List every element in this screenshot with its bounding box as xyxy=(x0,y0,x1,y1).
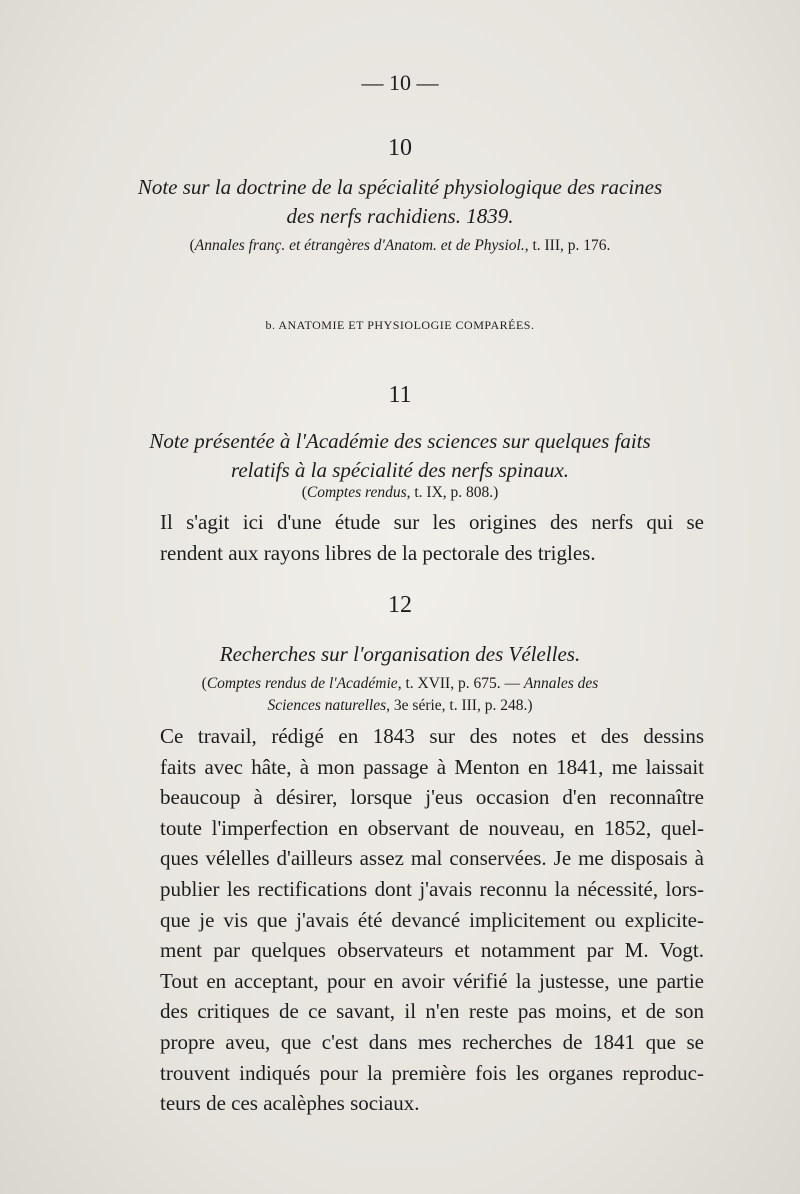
entry-11-body xyxy=(160,507,704,568)
entry-11-body-line: rendent aux rayons libres de la pectorale des trigles. xyxy=(160,540,596,565)
entry-12-ref-mid: , t. XVII, p. 675. — xyxy=(397,675,524,692)
entry-12-ref-rest: , 3e série, t. III, p. 248.) xyxy=(386,697,533,714)
entry-11-title-line-1: Note présentée à l'Académie des sciences sur quelques faits xyxy=(149,429,651,453)
entry-12-ref-journal-3: Sciences naturelles xyxy=(267,697,387,714)
entry-11-ref-journal: Comptes rendus xyxy=(306,484,407,501)
entry-12-body-line: Tout en acceptant, pour en avoir vérifié la justesse, une partie xyxy=(160,968,704,993)
entry-11-number: 11 xyxy=(388,382,412,408)
entry-12-ref-line-1 xyxy=(0,673,800,695)
entry-10-ref-rest: , t. III, p. 176. xyxy=(524,237,611,254)
entry-11-title xyxy=(0,427,800,485)
entry-12-body-line: beaucoup à désirer, lorsque j'eus occasion d'en reconnaître xyxy=(160,785,704,810)
entry-10-title xyxy=(0,173,800,231)
entry-12-body xyxy=(160,721,704,1119)
entry-12-body-line: trouvent indiqués pour la première fois les organes reproduc- xyxy=(160,1060,704,1085)
entry-12-ref-line-2 xyxy=(0,695,800,717)
entry-10-title-line-1: Note sur la doctrine de la spécialité physiologique des racines xyxy=(137,175,663,199)
entry-11-ref-rest: , t. IX, p. 808.) xyxy=(406,484,499,501)
entry-12-body-line: publier les rectifications dont j'avais reconnu la nécessité, lors- xyxy=(160,876,704,901)
entry-10-ref-open: ( xyxy=(189,237,195,254)
entry-12-ref-journal-2: Annales des xyxy=(523,675,599,692)
entry-11-title-line-2: relatifs à la spécialité des nerfs spinaux. xyxy=(230,458,570,482)
entry-10-number: 10 xyxy=(388,135,412,161)
entry-10-reference xyxy=(0,235,800,257)
entry-12-title: Recherches sur l'organisation des Vélelles. xyxy=(219,642,581,666)
page-number: — 10 — xyxy=(361,70,439,95)
entry-12-body-line: teurs de ces acalèphes sociaux. xyxy=(160,1091,420,1116)
entry-12-body-line: propre aveu, que c'est dans mes recherches de 1841 que se xyxy=(160,1029,704,1054)
entry-12-body-line: faits avec hâte, à mon passage à Menton en 1841, me laissait xyxy=(160,754,704,779)
entry-12-ref-journal: Comptes rendus de l'Académie xyxy=(206,675,398,692)
entry-11-ref-open: ( xyxy=(301,484,307,501)
entry-12-body-line: des critiques de ce savant, il n'en reste pas moins, et de son xyxy=(160,999,704,1024)
entry-10-title-line-2: des nerfs rachidiens. 1839. xyxy=(286,204,514,228)
entry-11-body-line: Il s'agit ici d'une étude sur les origines des nerfs qui se xyxy=(160,510,704,534)
entry-11-reference xyxy=(0,482,800,504)
entry-12-body-line: ment par quelques observateurs et notamment par M. Vogt. xyxy=(160,938,704,963)
entry-12-body-line: ques vélelles d'ailleurs assez mal conservées. Je me disposais à xyxy=(160,846,704,871)
entry-12-body-line: toute l'imperfection en observant de nouveau, en 1852, quel- xyxy=(160,815,704,840)
entry-12-body-line: que je vis que j'avais été devancé implicitement ou explicite- xyxy=(160,907,704,932)
entry-12-ref-open: ( xyxy=(201,675,207,692)
section-heading: b. ANATOMIE ET PHYSIOLOGIE COMPARÉES. xyxy=(265,318,535,332)
entry-12-number: 12 xyxy=(388,592,412,618)
entry-10-ref-journal: Annales franç. et étrangères d'Anatom. et de Physiol. xyxy=(194,237,525,254)
entry-12-reference xyxy=(0,673,800,717)
entry-12-body-line: Ce travail, rédigé en 1843 sur des notes et des dessins xyxy=(160,724,704,748)
